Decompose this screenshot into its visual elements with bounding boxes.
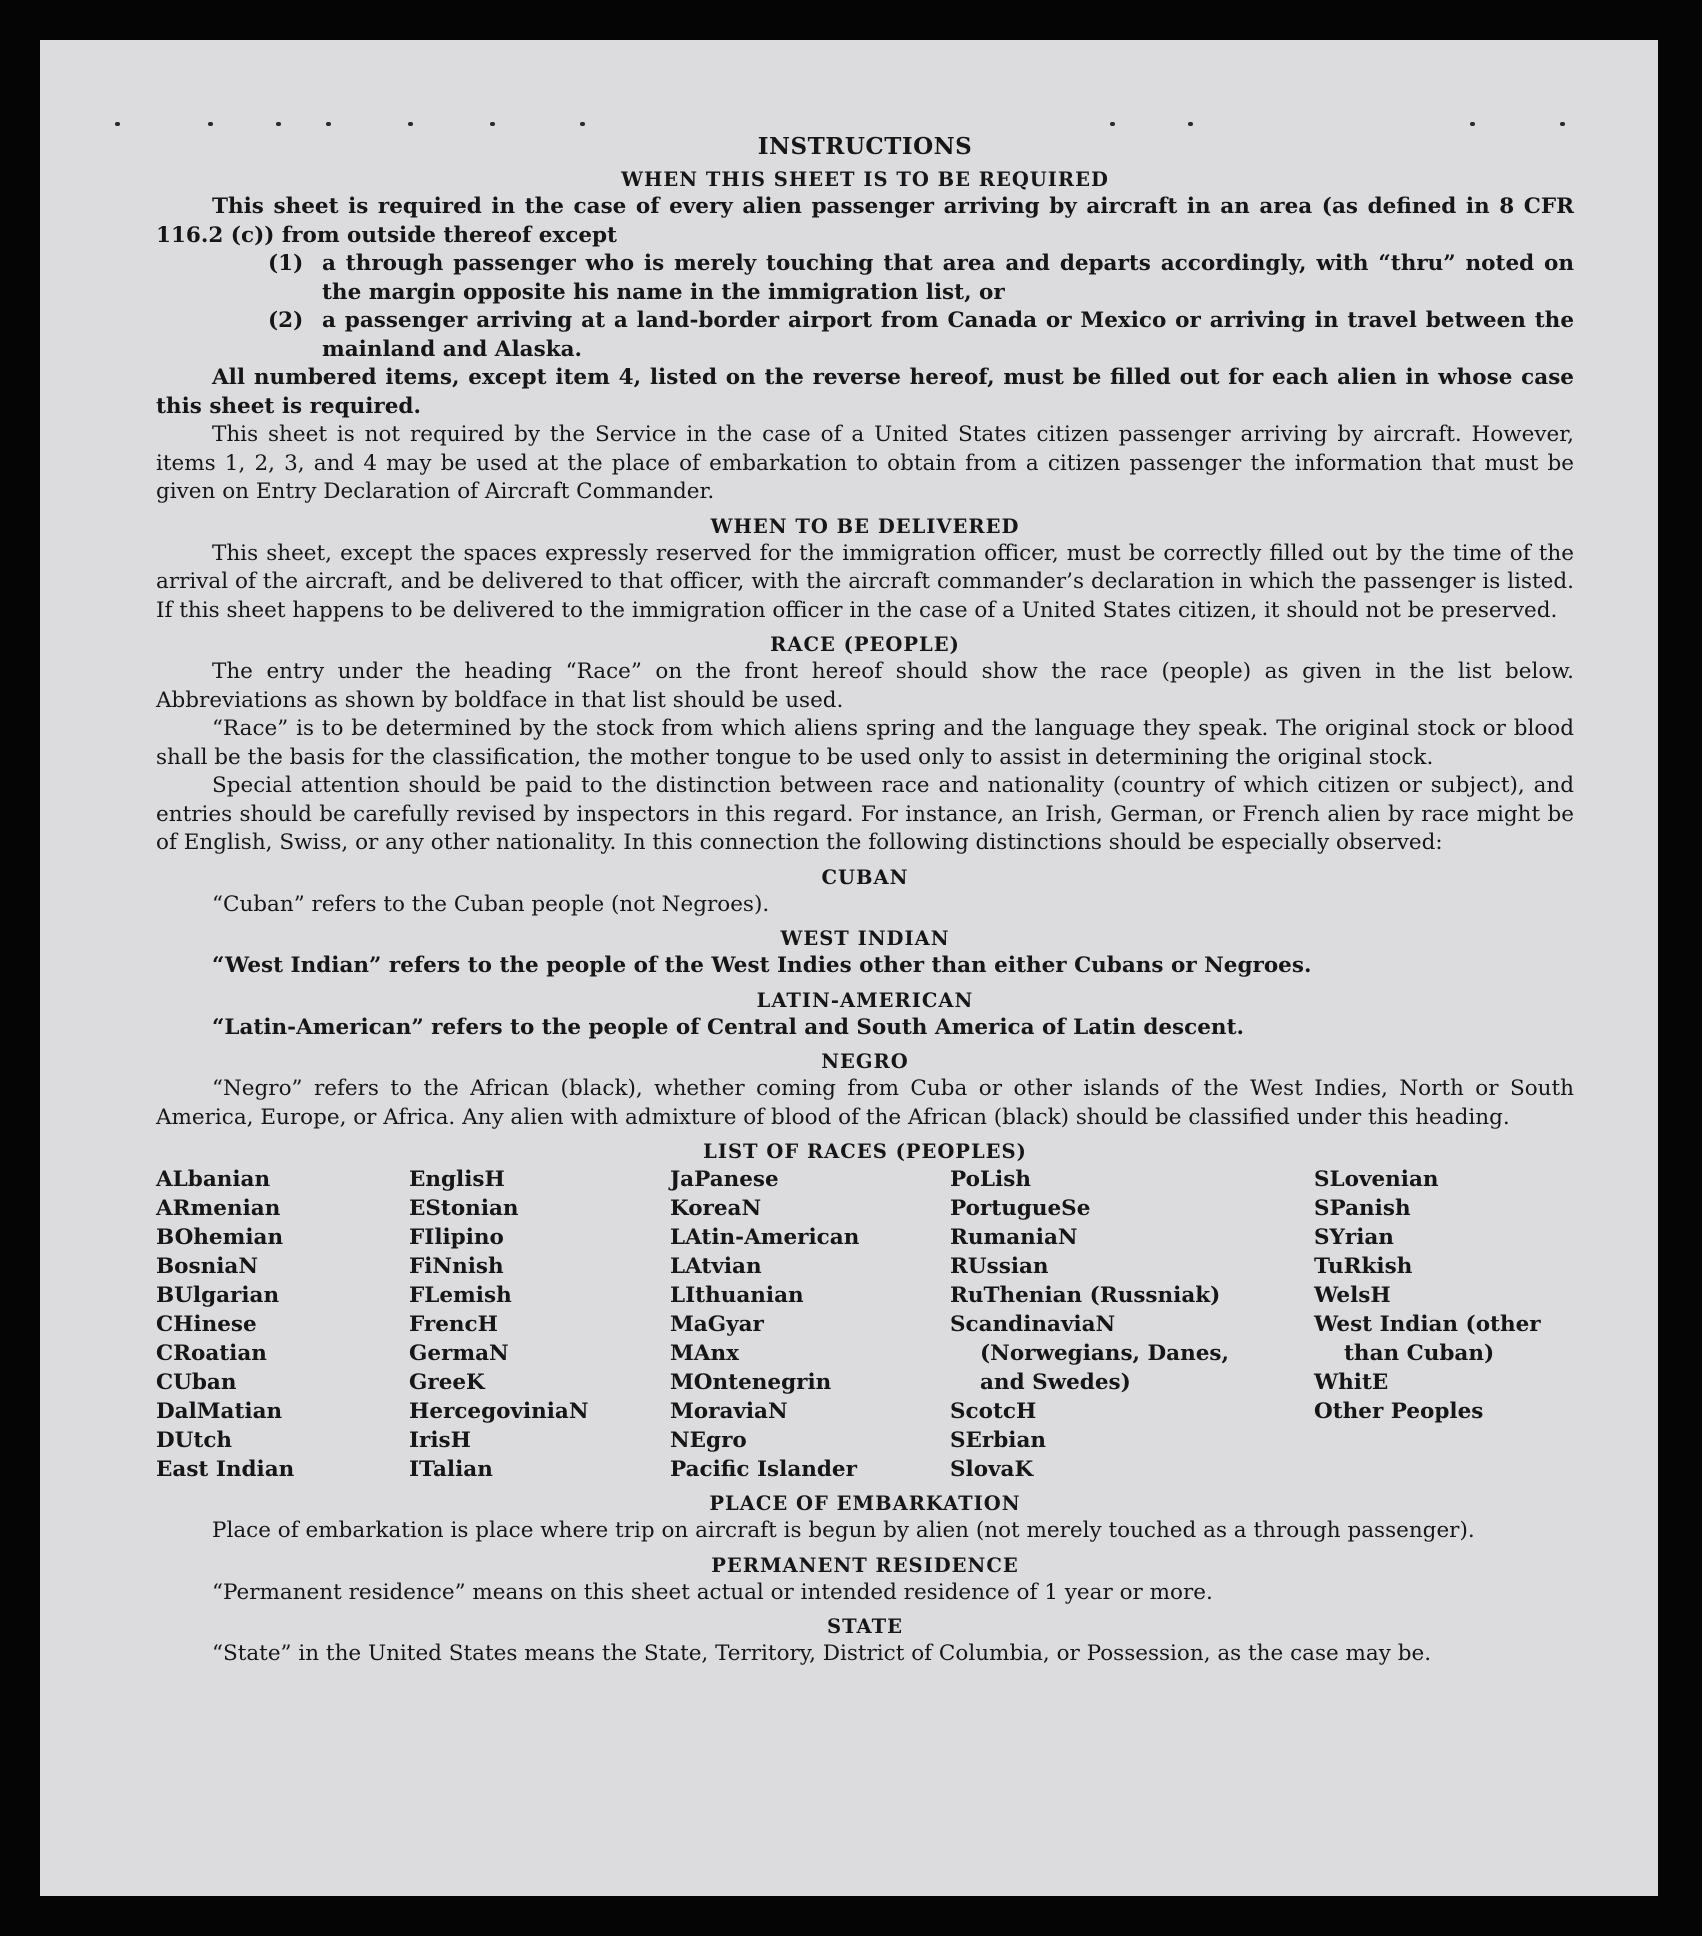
race-entry: SPanish bbox=[1314, 1196, 1411, 1221]
race-entry: GreeK bbox=[409, 1370, 485, 1395]
heading-residence: PERMANENT RESIDENCE bbox=[711, 1553, 1019, 1577]
race-entry: FIlipino bbox=[409, 1225, 504, 1250]
race-entry: TuRkish bbox=[1314, 1254, 1413, 1279]
race-entry: NEgro bbox=[670, 1428, 747, 1453]
required-para-2: All numbered items, except item 4, listed on the reverse hereof, must be filled out for each alien in whose case this sheet is required. bbox=[156, 365, 1574, 419]
scan-dot bbox=[326, 122, 331, 126]
heading-state: STATE bbox=[827, 1615, 903, 1638]
cuban-text: “Cuban” refers to the Cuban people (not Negroes). bbox=[212, 891, 770, 917]
race-entry: PoLish bbox=[950, 1167, 1031, 1192]
page-title: INSTRUCTIONS bbox=[757, 133, 973, 160]
race-entry: LAtin-American bbox=[670, 1225, 860, 1250]
race-entry: CRoatian bbox=[156, 1341, 267, 1366]
race-entry: DalMatian bbox=[156, 1399, 283, 1424]
race-entry: RUssian bbox=[950, 1254, 1049, 1279]
race-entry: LIthuanian bbox=[670, 1283, 804, 1308]
heading-cuban: CUBAN bbox=[821, 865, 909, 889]
race-entry: MoraviaN bbox=[670, 1399, 788, 1424]
scan-dot bbox=[408, 122, 413, 126]
race-entry: CHinese bbox=[156, 1312, 257, 1337]
race-para-3: Special attention should be paid to the distinction between race and nationality (country of which citizen or subject), and entries should be carefully revised by inspectors in this regard. For instance, an Irish, German, or French alien by race might be of English, Swiss, or any other nationality. In this connection the following distinctions should be especially observed: bbox=[156, 773, 1574, 855]
race-entry: SErbian bbox=[950, 1428, 1047, 1453]
race-entry: SYrian bbox=[1314, 1225, 1394, 1250]
race-entry: MaGyar bbox=[670, 1312, 764, 1337]
scan-dot bbox=[1560, 122, 1565, 126]
scan-dot bbox=[1470, 122, 1475, 126]
races-column-5 bbox=[1314, 1165, 1574, 1484]
race-entry: MOntenegrin bbox=[670, 1370, 832, 1395]
race-entry: SLovenian bbox=[1314, 1167, 1439, 1192]
race-entry: WelsH bbox=[1314, 1283, 1391, 1308]
race-entry: EnglisH bbox=[409, 1167, 505, 1192]
exception-number: (1) bbox=[268, 251, 304, 276]
race-entry: West Indian (other than Cuban) bbox=[1314, 1312, 1541, 1366]
scan-dot bbox=[115, 122, 120, 126]
required-para-3: This sheet is not required by the Service in the case of a United States citizen passenger arriving by aircraft. However, items 1, 2, 3, and 4 may be used at the place of embarkation to obtain from a citizen passenger the information that must be given on Entry Declaration of Aircraft Commander. bbox=[156, 422, 1574, 504]
races-column-3 bbox=[670, 1165, 950, 1484]
race-entry: ALbanian bbox=[156, 1167, 271, 1192]
negro-text: “Negro” refers to the African (black), whether coming from Cuba or other islands of the West Indies, North or South America, Europe, or Africa. Any alien with admixture of blood of the African (black) should be classified under this heading. bbox=[156, 1076, 1574, 1130]
scan-dot bbox=[1110, 122, 1115, 126]
heading-embarkation: PLACE OF EMBARKATION bbox=[709, 1492, 1021, 1515]
race-entry: PortugueSe bbox=[950, 1196, 1091, 1221]
state-text: “State” in the United States means the State, Territory, District of Columbia, or Possession, as the case may be. bbox=[212, 1641, 1432, 1666]
scan-dot bbox=[490, 122, 495, 126]
race-entry: FrencH bbox=[409, 1312, 498, 1337]
residence-text: “Permanent residence” means on this sheet actual or intended residence of 1 year or more. bbox=[212, 1579, 1213, 1605]
race-entry: WhitE bbox=[1314, 1370, 1389, 1395]
race-entry: RuThenian (Russniak) bbox=[950, 1283, 1221, 1308]
race-entry: ScandinaviaN (Norwegians, Danes, and Swedes) bbox=[950, 1312, 1229, 1395]
scan-dot bbox=[580, 122, 585, 126]
races-list bbox=[156, 1165, 1574, 1484]
scan-dot bbox=[1188, 122, 1193, 126]
race-entry: GermaN bbox=[409, 1341, 509, 1366]
race-entry: IrisH bbox=[409, 1428, 471, 1453]
scan-dots bbox=[40, 122, 1658, 134]
race-entry: ITalian bbox=[409, 1457, 493, 1482]
race-para-2: “Race” is to be determined by the stock from which aliens spring and the language they speak. The original stock or blood shall be the basis for the classification, the mother tongue to be used only to assist in determining the original stock. bbox=[156, 716, 1574, 770]
exception-item bbox=[268, 307, 1574, 364]
delivered-text: This sheet, except the spaces expressly reserved for the immigration officer, must be correctly filled out by the time of the arrival of the aircraft, and be delivered to that officer, with the aircraft commander’s declaration in which the passenger is listed. If this sheet happens to be delivered to the immigration officer in the case of a United States citizen, it should not be preserved. bbox=[156, 540, 1574, 623]
race-entry: FiNnish bbox=[409, 1254, 504, 1279]
race-entry: Pacific Islander bbox=[670, 1457, 857, 1482]
race-entry: Other Peoples bbox=[1314, 1399, 1484, 1424]
race-entry: RumaniaN bbox=[950, 1225, 1078, 1250]
race-entry: KoreaN bbox=[670, 1196, 762, 1221]
exception-text: a through passenger who is merely touching that area and departs accordingly, with “thru” noted on the margin opposite his name in the immigration list, or bbox=[322, 251, 1574, 305]
heading-west-indian: WEST INDIAN bbox=[780, 927, 950, 950]
race-entry: LAtvian bbox=[670, 1254, 762, 1279]
race-entry: DUtch bbox=[156, 1428, 233, 1453]
latin-american-text: “Latin-American” refers to the people of Central and South America of Latin descent. bbox=[212, 1014, 1244, 1040]
race-entry: FLemish bbox=[409, 1283, 512, 1308]
west-indian-text: “West Indian” refers to the people of the West Indies other than either Cubans or Negroes. bbox=[212, 953, 1312, 978]
required-intro: This sheet is required in the case of every alien passenger arriving by aircraft in an area (as defined in 8 CFR 116.2 (c)) from outside thereof except bbox=[156, 194, 1574, 248]
exception-item bbox=[268, 250, 1574, 307]
race-entry: BosniaN bbox=[156, 1254, 258, 1279]
heading-latin-american: LATIN-AMERICAN bbox=[756, 988, 974, 1012]
race-entry: BUlgarian bbox=[156, 1283, 280, 1308]
heading-delivered: WHEN TO BE DELIVERED bbox=[710, 514, 1020, 538]
race-entry: SlovaK bbox=[950, 1457, 1034, 1482]
race-entry: EStonian bbox=[409, 1196, 519, 1221]
race-entry: CUban bbox=[156, 1370, 237, 1395]
race-entry: ScotcH bbox=[950, 1399, 1037, 1424]
races-column-1 bbox=[156, 1165, 409, 1484]
race-entry: JaPanese bbox=[670, 1167, 779, 1192]
races-column-4 bbox=[950, 1165, 1314, 1484]
race-entry: East Indian bbox=[156, 1457, 295, 1482]
heading-race: RACE (PEOPLE) bbox=[770, 633, 960, 656]
exception-number: (2) bbox=[268, 308, 304, 333]
race-entry: ARmenian bbox=[156, 1196, 281, 1221]
scan-dot bbox=[276, 122, 281, 126]
race-entry: MAnx bbox=[670, 1341, 739, 1366]
heading-required: WHEN THIS SHEET IS TO BE REQUIRED bbox=[621, 168, 1109, 191]
heading-negro: NEGRO bbox=[821, 1050, 909, 1073]
races-column-2 bbox=[409, 1165, 670, 1484]
heading-races-list: LIST OF RACES (PEOPLES) bbox=[703, 1140, 1027, 1163]
race-entry: HercegoviniaN bbox=[409, 1399, 589, 1424]
instruction-sheet bbox=[40, 40, 1658, 1896]
embarkation-text: Place of embarkation is place where trip on aircraft is begun by alien (not merely touched as a through passenger). bbox=[212, 1518, 1475, 1543]
race-entry: BOhemian bbox=[156, 1225, 284, 1250]
race-para-1: The entry under the heading “Race” on the front hereof should show the race (people) as given in the list below. Abbreviations as shown by boldface in that list should be used. bbox=[156, 659, 1574, 713]
scan-dot bbox=[208, 122, 213, 126]
exception-text: a passenger arriving at a land-border airport from Canada or Mexico or arriving in travel between the mainland and Alaska. bbox=[322, 308, 1574, 362]
